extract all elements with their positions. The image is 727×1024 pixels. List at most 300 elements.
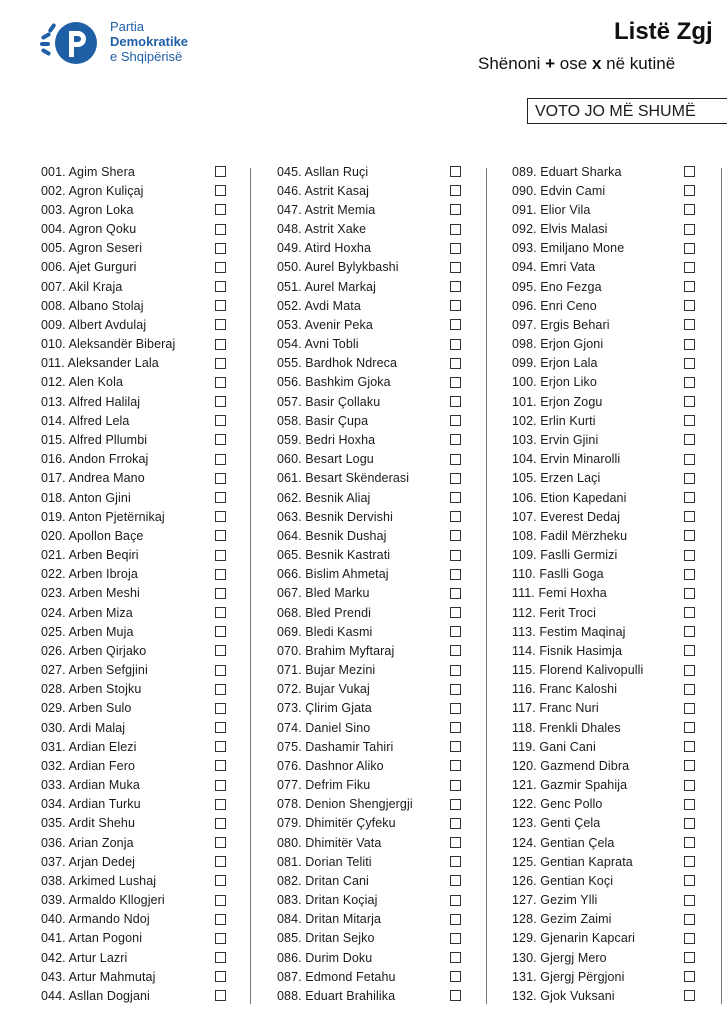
candidate-checkbox[interactable] [215,224,226,235]
candidate-row [277,162,413,181]
candidate-checkbox[interactable] [450,434,461,445]
candidate-row [41,258,175,277]
candidate-checkbox[interactable] [684,684,695,695]
candidate-name: 021. Arben Beqiri [41,548,139,563]
candidate-row [277,430,413,449]
candidate-name: 012. Alen Kola [41,375,124,390]
candidate-checkbox[interactable] [215,569,226,580]
candidate-row [41,737,175,756]
candidate-checkbox[interactable] [450,645,461,656]
candidate-row [277,833,413,852]
candidate-row [277,986,413,1005]
candidate-checkbox[interactable] [684,837,695,848]
candidate-checkbox[interactable] [684,492,695,503]
candidate-name: 005. Agron Seseri [41,241,143,256]
candidate-name: 061. Besart Skënderasi [277,471,410,486]
candidate-row [512,756,643,775]
candidate-name: 042. Artur Lazri [41,950,128,965]
candidate-checkbox[interactable] [450,588,461,599]
party-logo-icon [40,12,98,70]
candidate-checkbox[interactable] [215,492,226,503]
candidate-checkbox[interactable] [684,569,695,580]
candidate-checkbox[interactable] [215,703,226,714]
candidate-checkbox[interactable] [450,875,461,886]
candidate-name: 120. Gazmend Dibra [512,758,630,773]
candidate-checkbox[interactable] [450,760,461,771]
candidate-row [277,239,413,258]
candidate-checkbox[interactable] [450,856,461,867]
candidate-name: 106. Etion Kapedani [512,490,627,505]
candidate-checkbox[interactable] [450,665,461,676]
candidate-checkbox[interactable] [450,511,461,522]
candidate-checkbox[interactable] [215,473,226,484]
candidate-name: 113. Festim Maqinaj [512,624,626,639]
candidate-row [277,507,413,526]
candidate-checkbox[interactable] [684,204,695,215]
candidate-row [512,450,643,469]
candidate-checkbox[interactable] [684,396,695,407]
candidate-checkbox[interactable] [215,185,226,196]
candidate-checkbox[interactable] [450,703,461,714]
candidate-row [277,488,413,507]
candidate-checkbox[interactable] [215,358,226,369]
candidate-checkbox[interactable] [450,358,461,369]
candidate-checkbox[interactable] [450,243,461,254]
candidate-row [512,699,643,718]
candidate-checkbox[interactable] [450,895,461,906]
candidate-checkbox[interactable] [450,530,461,541]
candidate-name: 067. Bled Marku [277,586,370,601]
candidate-checkbox[interactable] [215,377,226,388]
candidate-checkbox[interactable] [215,722,226,733]
candidate-checkbox[interactable] [684,990,695,1001]
candidate-checkbox[interactable] [684,300,695,311]
candidate-checkbox[interactable] [215,971,226,982]
candidate-checkbox[interactable] [684,818,695,829]
candidate-row [512,776,643,795]
candidate-name: 092. Elvis Malasi [512,222,608,237]
column-divider [250,168,251,1004]
candidate-row [277,277,413,296]
candidate-row [41,507,175,526]
candidate-name: 054. Avni Tobli [277,337,359,352]
candidate-row [277,181,413,200]
candidate-checkbox[interactable] [684,665,695,676]
candidate-checkbox[interactable] [215,262,226,273]
candidate-name: 056. Bashkim Gjoka [277,375,391,390]
candidate-row [512,929,643,948]
candidate-checkbox[interactable] [215,895,226,906]
candidate-row [41,354,175,373]
candidate-name: 132. Gjok Vuksani [512,988,615,1003]
candidate-name: 078. Denion Shengjergji [277,797,413,812]
candidate-row [512,967,643,986]
candidate-name: 091. Elior Vila [512,202,591,217]
candidate-checkbox[interactable] [684,281,695,292]
candidate-checkbox[interactable] [684,780,695,791]
candidate-checkbox[interactable] [684,722,695,733]
candidate-row [277,737,413,756]
candidate-name: 035. Ardit Shehu [41,816,136,831]
candidate-row [277,814,413,833]
candidate-row [277,948,413,967]
candidate-row [512,603,643,622]
candidate-row [277,565,413,584]
candidate-row [512,852,643,871]
candidate-row [277,584,413,603]
candidate-name: 116. Franc Kaloshi [512,682,618,697]
candidate-row [277,756,413,775]
candidate-name: 007. Akil Kraja [41,279,123,294]
candidate-checkbox[interactable] [215,914,226,925]
candidate-checkbox[interactable] [684,645,695,656]
candidate-checkbox[interactable] [450,281,461,292]
candidate-row [512,507,643,526]
candidate-row [512,411,643,430]
candidate-name: 069. Bledi Kasmi [277,624,373,639]
candidate-checkbox[interactable] [215,684,226,695]
candidate-row [277,469,413,488]
candidate-checkbox[interactable] [450,933,461,944]
candidate-name: 044. Asllan Dogjani [41,988,150,1003]
candidate-checkbox[interactable] [215,319,226,330]
candidate-checkbox[interactable] [684,415,695,426]
candidate-checkbox[interactable] [684,760,695,771]
x-symbol: x [591,54,602,73]
candidate-row [41,660,175,679]
candidate-checkbox[interactable] [684,875,695,886]
candidate-name: 108. Fadil Mërzheku [512,528,628,543]
candidate-checkbox[interactable] [450,473,461,484]
candidate-checkbox[interactable] [684,185,695,196]
candidate-checkbox[interactable] [215,415,226,426]
candidate-checkbox[interactable] [684,971,695,982]
candidate-row [277,929,413,948]
candidate-checkbox[interactable] [215,818,226,829]
candidate-name: 013. Alfred Halilaj [41,394,141,409]
candidate-row [512,315,643,334]
candidate-name: 040. Armando Ndoj [41,912,150,927]
candidate-checkbox[interactable] [450,339,461,350]
candidate-checkbox[interactable] [215,300,226,311]
candidate-row [277,545,413,564]
candidate-checkbox[interactable] [215,511,226,522]
candidate-checkbox[interactable] [450,396,461,407]
candidate-checkbox[interactable] [215,454,226,465]
candidate-checkbox[interactable] [215,396,226,407]
candidate-checkbox[interactable] [684,377,695,388]
candidate-name: 030. Ardi Malaj [41,720,126,735]
candidate-row [277,220,413,239]
candidate-row [41,315,175,334]
candidate-checkbox[interactable] [450,415,461,426]
candidate-name: 100. Erjon Liko [512,375,597,390]
candidate-checkbox[interactable] [684,626,695,637]
candidate-checkbox[interactable] [684,224,695,235]
candidate-row [41,699,175,718]
candidate-row [277,776,413,795]
candidate-name: 026. Arben Qirjako [41,643,147,658]
instruction-part1: Shënoni [478,54,541,73]
candidate-name: 011. Aleksander Lala [41,356,159,371]
candidate-name: 047. Astrit Memia [277,202,376,217]
candidate-row [512,833,643,852]
candidate-name: 018. Anton Gjini [41,490,131,505]
candidate-name: 033. Ardian Muka [41,778,140,793]
candidate-checkbox[interactable] [215,607,226,618]
candidate-name: 002. Agron Kuliçaj [41,183,144,198]
candidate-name: 112. Ferit Troci [512,605,597,620]
candidate-name: 129. Gjenarin Kapcari [512,931,636,946]
candidate-name: 126. Gentian Koçi [512,873,614,888]
candidate-name: 074. Daniel Sino [277,720,371,735]
candidate-checkbox[interactable] [450,224,461,235]
candidate-name: 003. Agron Loka [41,202,134,217]
candidate-name: 017. Andrea Mano [41,471,145,486]
candidate-row [512,641,643,660]
candidate-checkbox[interactable] [684,607,695,618]
candidate-checkbox[interactable] [215,990,226,1001]
candidate-name: 034. Ardian Turku [41,797,141,812]
candidate-checkbox[interactable] [450,914,461,925]
candidate-name: 043. Artur Mahmutaj [41,969,156,984]
candidate-name: 125. Gentian Kaprata [512,854,633,869]
candidate-name: 022. Arben Ibroja [41,567,138,582]
candidate-checkbox[interactable] [215,243,226,254]
party-name [110,19,188,64]
candidate-checkbox[interactable] [450,492,461,503]
candidate-name: 070. Brahim Myftaraj [277,643,395,658]
candidate-checkbox[interactable] [450,550,461,561]
candidate-name: 051. Aurel Markaj [277,279,376,294]
candidate-name: 036. Arian Zonja [41,835,134,850]
candidate-checkbox[interactable] [450,319,461,330]
candidate-checkbox[interactable] [450,990,461,1001]
candidate-checkbox[interactable] [215,856,226,867]
candidate-row [512,239,643,258]
candidate-row [277,852,413,871]
candidate-name: 099. Erjon Lala [512,356,598,371]
candidate-checkbox[interactable] [215,760,226,771]
candidate-name: 025. Arben Muja [41,624,134,639]
candidate-name: 041. Artan Pogoni [41,931,143,946]
candidate-name: 082. Dritan Cani [277,873,369,888]
candidate-name: 027. Arben Sefgjini [41,663,148,678]
candidate-checkbox[interactable] [215,626,226,637]
candidate-row [512,737,643,756]
candidate-name: 039. Armaldo Kllogjeri [41,893,165,908]
instruction-text [478,54,675,74]
candidate-row [41,239,175,258]
candidate-row [41,296,175,315]
candidate-name: 123. Genti Çela [512,816,601,831]
candidate-checkbox[interactable] [450,607,461,618]
candidate-checkbox[interactable] [684,243,695,254]
candidate-name: 076. Dashnor Aliko [277,758,384,773]
candidate-row [512,220,643,239]
candidate-checkbox[interactable] [684,914,695,925]
candidate-name: 028. Arben Stojku [41,682,142,697]
candidate-row [512,718,643,737]
candidate-checkbox[interactable] [684,703,695,714]
candidate-name: 089. Eduart Sharka [512,164,622,179]
candidate-checkbox[interactable] [215,550,226,561]
candidate-row [41,277,175,296]
candidate-checkbox[interactable] [450,684,461,695]
candidate-row [277,680,413,699]
candidate-checkbox[interactable] [684,454,695,465]
candidate-checkbox[interactable] [215,530,226,541]
party-name-line2: Demokratike [110,33,189,49]
candidate-checkbox[interactable] [450,780,461,791]
candidate-name: 059. Bedri Hoxha [277,432,376,447]
candidate-row [512,335,643,354]
candidate-name: 094. Emri Vata [512,260,596,275]
candidate-name: 075. Dashamir Tahiri [277,739,394,754]
candidate-row [41,335,175,354]
candidate-checkbox[interactable] [215,933,226,944]
candidate-checkbox[interactable] [215,780,226,791]
candidate-row [41,891,175,910]
candidate-checkbox[interactable] [215,741,226,752]
candidate-name: 010. Aleksandër Biberaj [41,337,176,352]
candidate-row [277,660,413,679]
candidate-row [512,986,643,1005]
candidate-row [512,181,643,200]
candidate-row [512,526,643,545]
candidate-checkbox[interactable] [684,799,695,810]
candidate-name: 004. Agron Qoku [41,222,137,237]
candidate-row [41,469,175,488]
candidate-row [277,315,413,334]
candidate-row [41,680,175,699]
candidate-row [41,220,175,239]
candidate-checkbox[interactable] [684,856,695,867]
candidate-name: 058. Basir Çupa [277,413,369,428]
candidate-checkbox[interactable] [215,645,226,656]
candidate-name: 073. Çlirim Gjata [277,701,372,716]
candidate-checkbox[interactable] [450,837,461,848]
candidate-name: 020. Apollon Baçe [41,528,144,543]
candidate-checkbox[interactable] [450,300,461,311]
candidate-checkbox[interactable] [450,799,461,810]
candidate-name: 086. Durim Doku [277,950,373,965]
candidate-checkbox[interactable] [684,511,695,522]
candidate-name: 093. Emiljano Mone [512,241,625,256]
candidate-name: 117. Franc Nuri [512,701,599,716]
candidate-name: 046. Astrit Kasaj [277,183,370,198]
candidate-row [41,814,175,833]
candidate-checkbox[interactable] [684,473,695,484]
candidate-name: 065. Besnik Kastrati [277,548,391,563]
candidate-checkbox[interactable] [450,377,461,388]
candidate-checkbox[interactable] [215,339,226,350]
candidate-checkbox[interactable] [450,185,461,196]
candidate-checkbox[interactable] [450,204,461,215]
candidate-checkbox[interactable] [684,166,695,177]
candidate-row [512,392,643,411]
candidate-checkbox[interactable] [450,952,461,963]
candidate-row [512,948,643,967]
candidate-row [41,392,175,411]
column-divider [486,168,487,1004]
candidate-row [277,296,413,315]
candidate-checkbox[interactable] [450,626,461,637]
candidate-checkbox[interactable] [684,588,695,599]
candidate-row [512,545,643,564]
candidate-checkbox[interactable] [450,262,461,273]
candidate-name: 055. Bardhok Ndreca [277,356,398,371]
candidate-checkbox[interactable] [684,895,695,906]
candidate-name: 031. Ardian Elezi [41,739,137,754]
candidate-checkbox[interactable] [450,818,461,829]
candidate-row [41,986,175,1005]
candidate-checkbox[interactable] [215,799,226,810]
candidate-row [512,469,643,488]
candidate-row [41,162,175,181]
candidate-name: 062. Besnik Aliaj [277,490,371,505]
candidate-checkbox[interactable] [450,722,461,733]
candidate-checkbox[interactable] [215,281,226,292]
candidate-checkbox[interactable] [450,569,461,580]
candidate-checkbox[interactable] [215,837,226,848]
candidate-checkbox[interactable] [684,530,695,541]
candidate-name: 101. Erjon Zogu [512,394,603,409]
candidate-checkbox[interactable] [684,952,695,963]
candidate-checkbox[interactable] [215,588,226,599]
candidate-name: 045. Asllan Ruçi [277,164,369,179]
candidate-checkbox[interactable] [684,741,695,752]
candidate-row [41,833,175,852]
candidate-checkbox[interactable] [450,971,461,982]
candidate-checkbox[interactable] [215,952,226,963]
candidate-name: 064. Besnik Dushaj [277,528,387,543]
candidate-checkbox[interactable] [684,319,695,330]
candidate-name: 084. Dritan Mitarja [277,912,382,927]
candidate-name: 079. Dhimitër Çyfeku [277,816,396,831]
candidate-name: 109. Faslli Germizi [512,548,618,563]
candidate-row [41,200,175,219]
candidate-row [512,814,643,833]
candidate-checkbox[interactable] [215,166,226,177]
candidate-name: 048. Astrit Xake [277,222,367,237]
candidate-checkbox[interactable] [450,454,461,465]
candidate-checkbox[interactable] [215,204,226,215]
candidate-checkbox[interactable] [215,434,226,445]
candidate-name: 118. Frenkli Dhales [512,720,621,735]
candidate-name: 122. Genc Pollo [512,797,603,812]
candidate-checkbox[interactable] [684,339,695,350]
candidate-checkbox[interactable] [684,358,695,369]
candidate-row [277,967,413,986]
candidate-name: 009. Albert Avdulaj [41,317,147,332]
candidate-name: 050. Aurel Bylykbashi [277,260,399,275]
candidate-name: 102. Erlin Kurti [512,413,596,428]
candidate-checkbox[interactable] [684,933,695,944]
candidate-name: 066. Bislim Ahmetaj [277,567,389,582]
candidate-checkbox[interactable] [215,875,226,886]
candidate-checkbox[interactable] [684,550,695,561]
candidate-row [277,910,413,929]
candidate-name: 083. Dritan Koçiaj [277,893,378,908]
candidate-checkbox[interactable] [684,262,695,273]
candidate-checkbox[interactable] [450,166,461,177]
candidate-checkbox[interactable] [215,665,226,676]
candidate-row [41,603,175,622]
candidate-column-1 [41,162,175,1006]
candidate-checkbox[interactable] [450,741,461,752]
candidate-checkbox[interactable] [684,434,695,445]
